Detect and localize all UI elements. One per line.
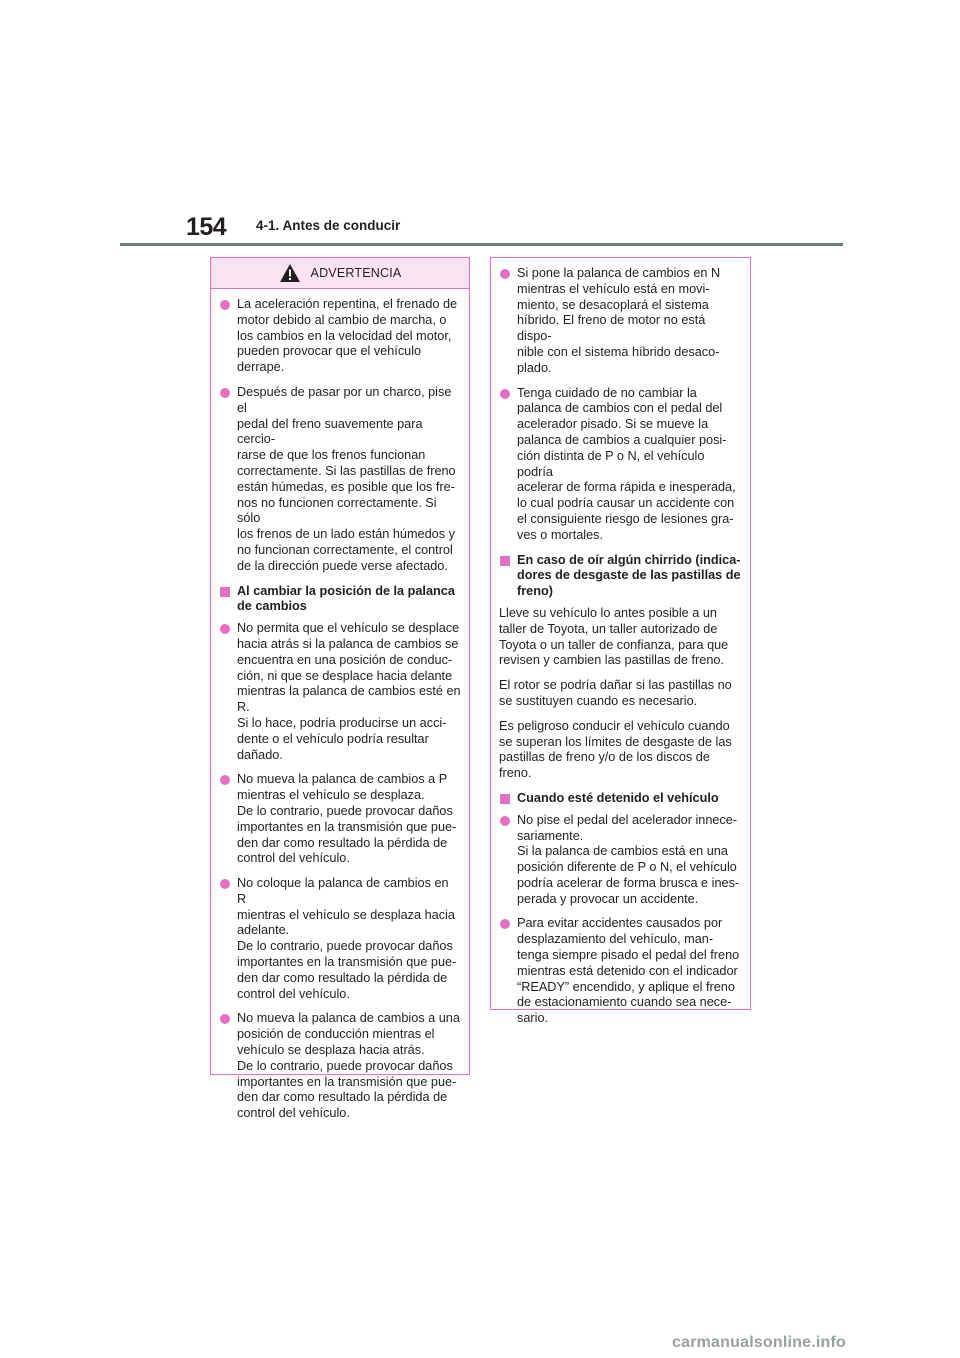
list-item: No mueva la palanca de cambios a P mientras el vehículo se desplaza. De lo contrario, puede provocar daños importantes en la transmisión que pue- den dar como resultado la pérdida de control del vehículo. (219, 772, 461, 867)
list-item: No pise el pedal del acelerador innece- sariamente. Si la palanca de cambios está en una posición diferente de P o N, el vehículo podría acelerar de forma brusca e ines- perada y provocar un accidente. (499, 813, 742, 908)
list-item: Para evitar accidentes causados por desplazamiento del vehículo, man- tenga siempre pisado el pedal del freno mientras está detenido con el indicador “READY” encendido, y aplique el freno de estacionamiento cuando sea nece- sario. (499, 916, 742, 1027)
header-divider (120, 243, 843, 246)
warning-title: ADVERTENCIA (310, 266, 402, 280)
warning-header (211, 258, 469, 289)
list-item: No mueva la palanca de cambios a una posición de conducción mientras el vehículo se desplaza hacia atrás. De lo contrario, puede provocar daños importantes en la transmisión que pue- den dar como resultado la pérdida de control del vehículo. (219, 1011, 461, 1122)
list-item: La aceleración repentina, el frenado de motor debido al cambio de marcha, o los cambios en la velocidad del motor, pueden provocar que el vehículo derrape. (219, 297, 461, 376)
subheading: En caso de oír algún chirrido (indica- dores de desgaste de las pastillas de freno) (499, 553, 742, 600)
warning-box (210, 257, 470, 1121)
page-number: 154 (186, 213, 227, 241)
section-title: 4-1. Antes de conducir (256, 218, 401, 233)
list-item: No permita que el vehículo se desplace hacia atrás si la palanca de cambios se encuentra en una posición de conduc- ción, ni que se desplace hacia delante mientras la palanca de cambios esté en R. Si lo hace, podría producirse un acci- dente o el vehículo podría resultar dañado. (219, 621, 461, 763)
page-header (0, 0, 960, 250)
list-item: Después de pasar por un charco, pise el pedal del freno suavemente para cercio- rarse de que los frenos funcionan correctamente. Si las pastillas de freno están húmedas, es posible que los fre- nos no funcionen correctamente. Si sólo los frenos de un lado están húmedos y no funcionan correctamente, el control de la dirección puede verse afectado. (219, 385, 461, 575)
subheading: Cuando esté detenido el vehículo (499, 791, 742, 807)
warning-box-continued (490, 257, 751, 1026)
watermark: carmanualsonline.info (672, 1334, 847, 1351)
paragraph: El rotor se podría dañar si las pastillas no se sustituyen cuando es necesario. (499, 678, 732, 708)
list-item: No coloque la palanca de cambios en R mientras el vehículo se desplaza hacia adelante. De lo contrario, puede provocar daños importantes en la transmisión que pue- den dar como resultado la pérdida de control del vehículo. (219, 876, 461, 1002)
list-item: Si pone la palanca de cambios en N mientras el vehículo está en movi- miento, se desacoplará el sistema híbrido. El freno de motor no está dispo- nible con el sistema híbrido desaco- plado. (499, 266, 742, 377)
list-item: Tenga cuidado de no cambiar la palanca de cambios con el pedal del acelerador pisado. Si se mueve la palanca de cambios a cualquier posi- ción distinta de P o N, el vehículo podría acelerar de forma rápida e inesperada, lo cual podría causar un accidente con el consiguiente riesgo de lesiones gra- ves o mortales. (499, 386, 742, 544)
paragraph: Lleve su vehículo lo antes posible a un taller de Toyota, un taller autorizado de Toyota o un taller de confianza, para que revisen y cambien las pastillas de freno. (499, 605, 729, 668)
paragraph: Es peligroso conducir el vehículo cuando se superan los límites de desgaste de las pastillas de freno y/o de los discos de freno. (499, 718, 732, 781)
subheading: Al cambiar la posición de la palanca de cambios (219, 584, 461, 616)
warning-triangle-icon (279, 263, 301, 283)
